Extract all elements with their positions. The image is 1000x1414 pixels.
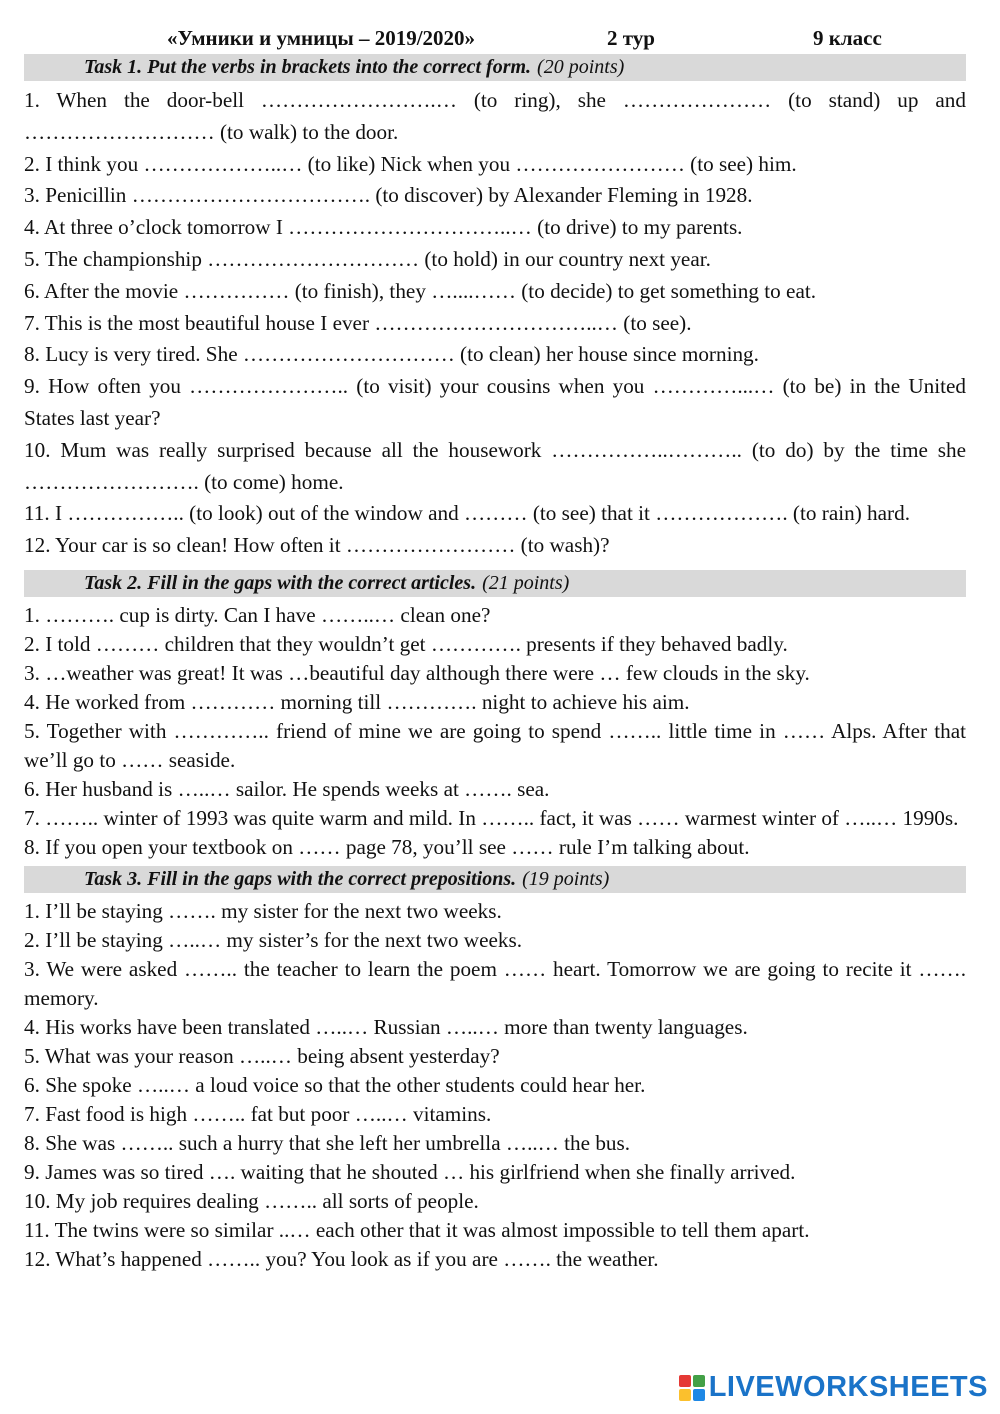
task2-item: 8. If you open your textbook on …… page 78, you’ll see …… rule I’m talking about. xyxy=(24,834,750,859)
task1-title: Task 1. Put the verbs in brackets into the correct form. xyxy=(84,56,532,78)
task1-items xyxy=(24,85,966,562)
task1-item: 12. Your car is so clean! How often it …………………… (to wash)? xyxy=(24,533,610,558)
task2-item: 2. I told ……… children that they wouldn’t get …………. presents if they behaved badly. xyxy=(24,631,788,656)
task2-items xyxy=(24,601,966,862)
task2-points: (21 points) xyxy=(482,571,570,594)
task3-item: 2. I’ll be staying …..… my sister’s for the next two weeks. xyxy=(24,927,523,952)
task1-item: 11. I …………….. (to look) out of the window and ……… (to see) that it ………………. (to rain) hard. xyxy=(24,501,911,526)
task1-item: 5. The championship ………………………… (to hold) in our country next year. xyxy=(24,246,711,271)
task3-item: 3. We were asked …….. the teacher to learn the poem …… heart. Tomorrow we are going to recite it ……. memory. xyxy=(24,956,966,1010)
task1-item: 1. When the door-bell …………………….… (to ring), she ………………… (to stand) up and ……………………… (to walk) to the door. xyxy=(24,88,966,144)
task3-item: 11. The twins were so similar ..… each other that it was almost impossible to tell them apart. xyxy=(24,1217,810,1242)
task2-item: 6. Her husband is …..… sailor. He spends weeks at ……. sea. xyxy=(24,776,550,801)
mark-square-blue xyxy=(693,1389,705,1401)
task1-item: 8. Lucy is very tired. She ………………………… (to clean) her house since morning. xyxy=(24,342,759,367)
worksheet-page xyxy=(24,22,966,1278)
task3-item: 8. She was …….. such a hurry that she left her umbrella …..… the bus. xyxy=(24,1130,631,1155)
task1-item: 10. Mum was really surprised because all the housework ……………..……….. (to do) by the time she ……………………. (to come) home. xyxy=(24,437,966,494)
task2-title: Task 2. Fill in the gaps with the correct articles. xyxy=(84,571,477,594)
task3-item: 9. James was so tired …. waiting that he shouted … his girlfriend when she finally arrived. xyxy=(24,1159,796,1184)
task2-item: 4. He worked from ………… morning till …………. night to achieve his aim. xyxy=(24,689,690,714)
task2-heading xyxy=(24,570,966,597)
mark-square-yellow xyxy=(679,1389,691,1401)
task1-item: 9. How often you ………………….. (to visit) your cousins when you …………...… (to be) in the United States last year? xyxy=(24,374,966,430)
task3-points: (19 points) xyxy=(522,867,610,890)
task2-item: 3. …weather was great! It was …beautiful day although there were … few clouds in the sky. xyxy=(24,660,810,685)
round-label: 2 тур xyxy=(607,25,655,50)
task3-item: 7. Fast food is high …….. fat but poor …..… vitamins. xyxy=(24,1101,492,1126)
task1-item: 6. After the movie …………… (to finish), they …....…… (to decide) to get something to eat. xyxy=(24,278,817,303)
contest-title: «Умники и умницы – 2019/2020» xyxy=(167,25,476,50)
worksheet-header xyxy=(24,22,966,54)
task3-item: 4. His works have been translated …..… Russian …..… more than twenty languages. xyxy=(24,1014,748,1039)
mark-square-red xyxy=(679,1375,691,1387)
task1-item: 4. At three o’clock tomorrow I …………………………..… (to drive) to my parents. xyxy=(24,215,743,240)
task1-points: (20 points) xyxy=(537,56,625,78)
task3-item: 5. What was your reason …..… being absent yesterday? xyxy=(24,1043,500,1068)
task3-title: Task 3. Fill in the gaps with the correct prepositions. xyxy=(84,867,517,890)
task3-heading xyxy=(24,866,966,893)
task2-item: 7. …….. winter of 1993 was quite warm and mild. In …….. fact, it was …… warmest winter of …..… 1990s. xyxy=(24,805,959,830)
task3-item: 1. I’ll be staying ……. my sister for the next two weeks. xyxy=(24,898,502,923)
task1-heading xyxy=(24,54,966,81)
task2-item: 5. Together with ………….. friend of mine we are going to spend …….. little time in …… Alps. After that we’ll go to …… seaside. xyxy=(24,718,966,772)
liveworksheets-logo xyxy=(679,1371,988,1404)
task3-item: 6. She spoke …..… a loud voice so that the other students could hear her. xyxy=(24,1072,646,1097)
liveworksheets-mark-icon xyxy=(679,1375,705,1401)
task1-item: 2. I think you ………………..… (to like) Nick when you …………………… (to see) him. xyxy=(24,151,797,176)
grade-label: 9 класс xyxy=(813,25,882,50)
task3-items xyxy=(24,897,966,1274)
liveworksheets-wordmark: LIVEWORKSHEETS xyxy=(708,1371,988,1403)
mark-square-green xyxy=(693,1375,705,1387)
task3-item: 12. What’s happened …….. you? You look as if you are ……. the weather. xyxy=(24,1246,659,1271)
task3-item: 10. My job requires dealing …….. all sorts of people. xyxy=(24,1188,479,1213)
task2-item: 1. ………. cup is dirty. Can I have ……..… clean one? xyxy=(24,602,491,627)
task1-item: 7. This is the most beautiful house I ever …………………………..… (to see). xyxy=(24,310,692,335)
task1-item: 3. Penicillin ……………………………. (to discover) by Alexander Fleming in 1928. xyxy=(24,183,753,208)
